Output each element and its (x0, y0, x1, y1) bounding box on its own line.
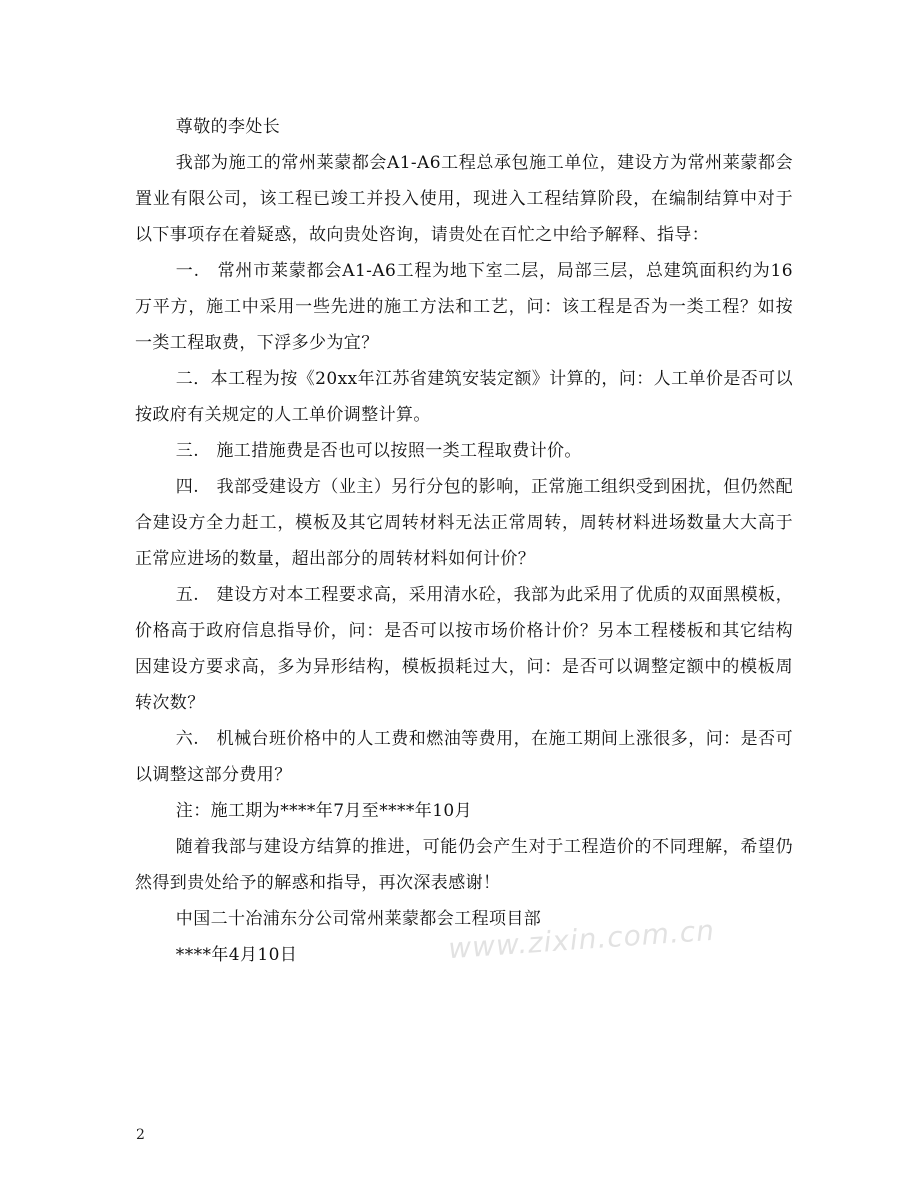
paragraph-item-4: 四. 我部受建设方（业主）另行分包的影响，正常施工组织受到困扰，但仍然配合建设方全力赶工，模板及其它周转材料无法正常周转，周转材料进场数量大大高于正常应进场的数量，超出部分的周转材料如何计价？ (135, 477, 793, 569)
letter-body (135, 109, 793, 973)
salutation: 尊敬的李处长 (175, 117, 281, 137)
paragraph-item-1: 一. 常州市莱蒙都会A1-A6工程为地下室二层，局部三层，总建筑面积约为16万平方，施工中采用一些先进的施工方法和工艺，问：该工程是否为一类工程？如按一类工程取费，下浮多少为宜？ (135, 261, 793, 353)
watermark: www.zixin.com.cn (447, 913, 716, 966)
paragraph-item-3: 三. 施工措施费是否也可以按照一类工程取费计价。 (175, 441, 582, 461)
paragraph-closing: 随着我部与建设方结算的推进，可能仍会产生对于工程造价的不同理解，希望仍然得到贵处给予的解惑和指导，再次深表感谢！ (135, 837, 793, 893)
signature: 中国二十冶浦东分公司常州莱蒙都会工程项目部 (175, 909, 542, 929)
paragraph-item-2: 二．本工程为按《20xx年江苏省建筑安装定额》计算的，问：人工单价是否可以按政府有关规定的人工单价调整计算。 (135, 369, 793, 425)
paragraph-item-5: 五. 建设方对本工程要求高，采用清水砼，我部为此采用了优质的双面黑模板，价格高于政府信息指导价，问：是否可以按市场价格计价？另本工程楼板和其它结构因建设方要求高，多为异形结构，模板损耗过大，问：是否可以调整定额中的模板周转次数？ (135, 585, 793, 713)
page-number: 2 (136, 1127, 145, 1143)
paragraph-note: 注：施工期为****年7月至****年10月 (175, 801, 473, 821)
paragraph-intro: 我部为施工的常州莱蒙都会A1-A6工程总承包施工单位，建设方为常州莱蒙都会置业有限公司，该工程已竣工并投入使用，现进入工程结算阶段，在编制结算中对于以下事项存在着疑惑，故向贵处咨询，请贵处在百忙之中给予解释、指导： (135, 153, 793, 245)
paragraph-item-6: 六. 机械台班价格中的人工费和燃油等费用，在施工期间上涨很多，问：是否可以调整这部分费用？ (135, 729, 793, 785)
letter-date: ****年4月10日 (175, 945, 298, 965)
